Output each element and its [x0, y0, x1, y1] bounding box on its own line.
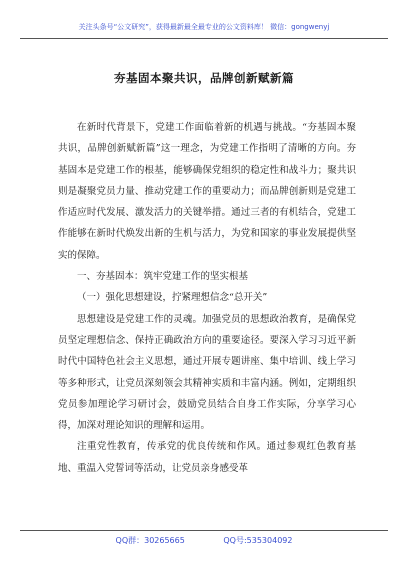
intro-paragraph: 在新时代背景下，党建工作面临着新的机遇与挑战。“夯基固本聚共识，品牌创新赋新篇”这一理念，为党建工作指明了清晰的方向。夯基固本是党建工作的根基，能够确保党组织的稳定性和战斗力；聚共识则是凝聚党员力量、推动党建工作的重要动力；而品牌创新则是党建工作适应时代发展、激发活力的关键举措。通过三者的有机结合，党建工作能够在新时代焕发出新的生机与活力，为党和国家的事业发展提供坚实的保障。 — [58, 122, 356, 261]
body-paragraph: 思想建设是党建工作的灵魂。加强党员的思想政治教育，是确保党员坚定理想信念、保持正确政治方向的重要途径。要深入学习习近平新时代中国特色社会主义思想，通过开展专题讲座、集中培训、线上学习等多种形式，让党员深刻领会其精神实质和丰富内涵。例如，定期组织党员参加理论学习研讨会，鼓励党员结合自身工作实际，分享学习心得，加深对理论知识的理解和运用。 — [58, 313, 356, 432]
document-title: 夯基固本聚共识，品牌创新赋新篇 — [114, 71, 294, 85]
page-header: 关注头条号“公文研究”，获得最新最全最专业的公文资料库！ 微信：gongwenyj — [78, 23, 330, 31]
footer-qq-number: QQ号:535304092 — [223, 536, 293, 545]
header-divider — [20, 38, 388, 39]
section-heading: 一、夯基固本：筑牢党建工作的坚实根基 — [77, 271, 249, 283]
footer-divider — [20, 530, 388, 531]
footer-qq-group: QQ群：30265665 — [115, 536, 185, 545]
subsection-heading: （一）强化思想建设，拧紧理想信念“总开关” — [77, 292, 268, 304]
body-paragraph: 注重党性教育，传承党的优良传统和作风。通过参观红色教育基地、重温入党誓词等活动，让党员亲身感受革 — [58, 441, 356, 474]
document-body — [58, 117, 356, 479]
page-footer — [0, 535, 408, 546]
